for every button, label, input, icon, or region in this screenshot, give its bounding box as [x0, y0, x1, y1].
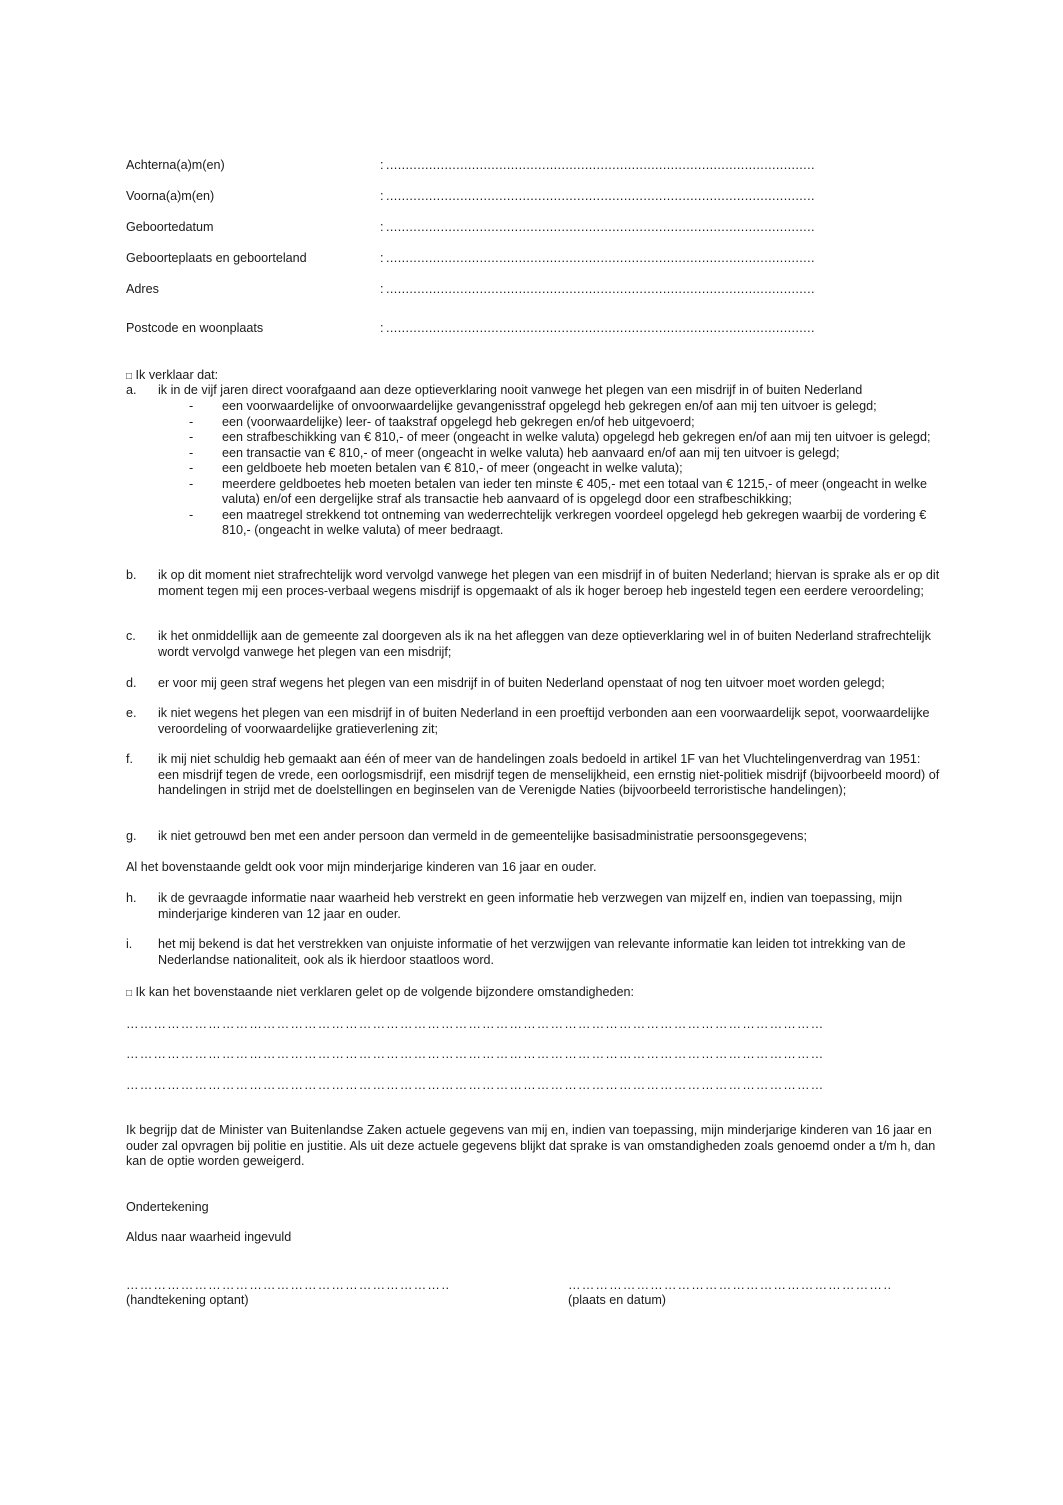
first-names-input-line[interactable] [386, 189, 816, 205]
dash: - [189, 430, 194, 444]
item-text: ik de gevraagde informatie naar waarheid heb verstrekt en geen informatie heb verzwegen van mijzelf en, indien van toepassing, mijn minderjarige kinderen van 12 jaar en ouder. [158, 891, 903, 921]
field-colon: : [380, 321, 384, 335]
field-label: Geboorteplaats en geboorteland [126, 251, 307, 265]
place-date-caption: (plaats en datum) [568, 1293, 667, 1307]
field-label: Postcode en woonplaats [126, 321, 264, 335]
item-letter: b. [126, 568, 137, 582]
signature-subline: Aldus naar waarheid ingevuld [126, 1230, 292, 1244]
item-letter: i. [126, 937, 133, 951]
circumstances-line-3[interactable] [126, 1078, 822, 1092]
item-text: ik het onmiddellijk aan de gemeente zal doorgeven als ik na het afleggen van deze optieverklaring wel in of buiten Nederland strafrechtelijk wordt vervolgd vanwege het plegen van een misdrijf; [158, 629, 931, 659]
bullet-text: een transactie van € 810,- of meer (ongeacht in welke valuta) heb aanvaard en/of aan mij ten uitvoer is gelegd; [222, 445, 840, 460]
signature-caption: (handtekening optant) [126, 1293, 249, 1307]
field-colon: : [380, 189, 384, 203]
item-d [126, 676, 941, 692]
item-letter: g. [126, 829, 137, 843]
field-label: Geboortedatum [126, 220, 214, 234]
field-label: Voorna(a)m(en) [126, 189, 215, 203]
bullet-list [158, 399, 943, 539]
bullet-text: een maatregel strekkend tot ontneming van wederrechtelijk verkregen voordeel opgelegd heb gekregen waarbij de vordering € 810,- (ongeacht in welke valuta) of meer bedraagt. [222, 507, 927, 537]
list-item [158, 430, 943, 446]
item-i [126, 937, 941, 969]
declare-checkbox[interactable]: □ [126, 371, 133, 382]
minors-note: Al het bovenstaande geldt ook voor mijn minderjarige kinderen van 16 jaar en ouder. [126, 860, 597, 874]
list-item [158, 415, 943, 431]
item-text: ik mij niet schuldig heb gemaakt aan één of meer van de handelingen zoals bedoeld in artikel 1F van het Vluchtelingenverdrag van 1951: een misdrijf tegen de vrede, een oorlogsmisdrijf, een misdrijf tegen de menselijkheid, een ernstig niet-politiek misdrijf (bijvoorbeeld moord) of handelingen in strijd met de doelstellingen en beginselen van de Verenigde Naties (bijvoorbeeld terroristische handelingen); [158, 752, 940, 797]
birth-place-input-line[interactable] [386, 251, 816, 267]
cannot-declare-text: Ik kan het bovenstaande niet verklaren gelet op de volgende bijzondere omstandigheden: [135, 985, 635, 999]
postcode-city-input-line[interactable] [386, 321, 816, 337]
item-a [126, 383, 941, 399]
item-letter: e. [126, 706, 137, 720]
list-item [158, 477, 943, 508]
bullet-text: een geldboete heb moeten betalen van € 810,- of meer (ongeacht in welke valuta); [222, 461, 683, 475]
item-text: er voor mij geen straf wegens het plegen van een misdrijf in of buiten Nederland openstaat of nog ten uitvoer moet worden gelegd; [158, 676, 885, 690]
place-date-line[interactable] [568, 1278, 890, 1292]
field-birth-date [126, 220, 816, 236]
field-address [126, 282, 816, 298]
dash: - [189, 476, 194, 491]
bullet-text: een strafbeschikking van € 810,- of meer (ongeacht in welke valuta) opgelegd heb gekregen en/of aan mij ten uitvoer is gelegd; [222, 430, 931, 444]
item-letter: c. [126, 629, 136, 643]
signature-line[interactable] [126, 1278, 448, 1292]
item-text: ik niet getrouwd ben met een ander persoon dan vermeld in de gemeentelijke basisadministratie persoonsgegevens; [158, 829, 807, 843]
field-postcode-city [126, 321, 816, 337]
bullet-text: een (voorwaardelijke) leer- of taakstraf opgelegd heb gekregen en/of heb uitgevoerd; [222, 414, 695, 429]
bullet-text: een voorwaardelijke of onvoorwaardelijke gevangenisstraf opgelegd heb gekregen en/of aan mij ten uitvoer is gelegd; [222, 399, 877, 413]
field-colon: : [380, 282, 384, 296]
item-letter: h. [126, 891, 137, 905]
list-item [158, 446, 943, 462]
circumstances-line-2[interactable] [126, 1047, 822, 1061]
field-label: Adres [126, 282, 159, 296]
item-letter: f. [126, 752, 133, 766]
dash: - [189, 507, 194, 522]
declare-intro-text: Ik verklaar dat: [135, 368, 219, 382]
field-colon: : [380, 158, 384, 172]
dash: - [189, 399, 194, 413]
item-b [126, 568, 941, 616]
item-g [126, 829, 941, 845]
cannot-declare [126, 985, 634, 1002]
dash: - [189, 461, 194, 475]
cannot-declare-checkbox[interactable]: □ [126, 988, 133, 999]
field-surname [126, 158, 816, 174]
item-letter: a. [126, 383, 137, 397]
item-e [126, 706, 941, 738]
field-label: Achterna(a)m(en) [126, 158, 225, 172]
item-text: ik niet wegens het plegen van een misdrijf in of buiten Nederland in een proeftijd verbonden aan een voorwaardelijk sepot, voorwaardelijke veroordeling of voorwaardelijke gratieverlening zit; [158, 706, 930, 736]
list-item [158, 399, 943, 415]
closing-paragraph: Ik begrijp dat de Minister van Buitenlandse Zaken actuele gegevens van mij en, indien van toepassing, mijn minderjarige kinderen van 16 jaar en ouder zal opvragen bij politie en justitie. Als uit deze actuele gegevens blijkt dat sprake is van omstandigheden zoals genoemd onder a t/m h, dan kan de optie worden geweigerd. [126, 1123, 936, 1168]
signature-heading: Ondertekening [126, 1200, 209, 1214]
bullet-text: meerdere geldboetes heb moeten betalen van ieder ten minste € 405,- met een totaal van € 1215,- of meer (ongeacht in welke valuta) en/of een dergelijke straf als transactie heb aanvaard of is opgelegd door een strafbeschikking; [222, 476, 927, 506]
item-text: ik in de vijf jaren direct voorafgaand aan deze optieverklaring nooit vanwege het plegen van een misdrijf in of buiten Nederland [158, 383, 863, 397]
field-colon: : [380, 220, 384, 234]
address-input-line[interactable] [386, 282, 816, 298]
dash: - [189, 414, 194, 429]
field-colon: : [380, 251, 384, 265]
circumstances-line-1[interactable] [126, 1017, 822, 1031]
field-birth-place [126, 251, 816, 267]
item-letter: d. [126, 676, 137, 690]
dash: - [189, 445, 194, 460]
item-h [126, 891, 941, 923]
list-item [158, 461, 943, 477]
item-c [126, 629, 941, 661]
surname-input-line[interactable] [386, 158, 816, 174]
item-text: ik op dit moment niet strafrechtelijk word vervolgd vanwege het plegen van een misdrijf in of buiten Nederland; hiervan is sprake als er op dit moment tegen mij een proces-verbaal wegens misdrijf is opgemaakt of als ik hoger beroep heb ingesteld tegen een eerdere veroordeling; [158, 568, 940, 598]
list-item [158, 508, 943, 539]
item-text: het mij bekend is dat het verstrekken van onjuiste informatie of het verzwijgen van relevante informatie kan leiden tot intrekking van de Nederlandse nationaliteit, ook als ik hierdoor staatloos word. [158, 937, 906, 967]
item-f [126, 752, 941, 816]
field-first-names [126, 189, 816, 205]
birth-date-input-line[interactable] [386, 220, 816, 236]
